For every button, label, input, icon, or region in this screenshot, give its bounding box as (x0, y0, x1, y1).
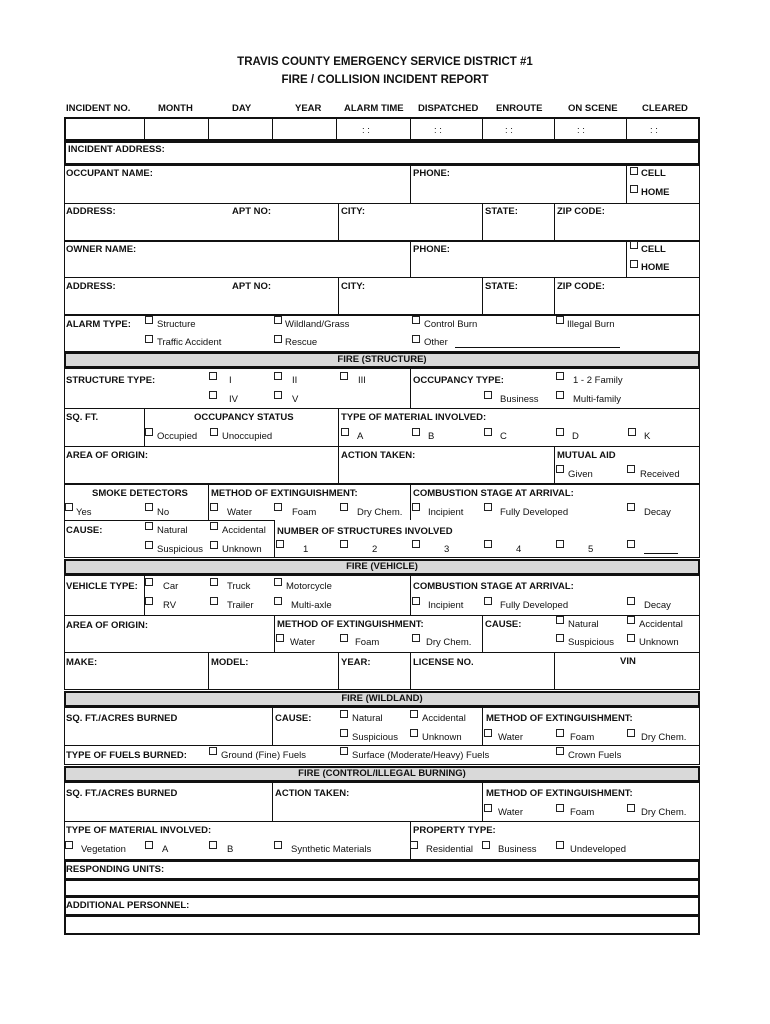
material-b-option: B (428, 431, 435, 442)
motorcycle-option: Motorcycle (286, 581, 332, 592)
control-a-checkbox[interactable] (145, 841, 153, 849)
structure-foam-checkbox[interactable] (274, 503, 282, 511)
material-k-option: K (644, 431, 651, 442)
truck-option: Truck (227, 581, 251, 592)
enroute-input[interactable]: : : (505, 125, 513, 136)
wildland-dry-option: Dry Chem. (641, 732, 687, 743)
occupant-home-checkbox[interactable] (630, 185, 638, 193)
num-4-option: 4 (516, 544, 522, 555)
mutual-aid-label: MUTUAL AID (557, 450, 616, 461)
vehicle-combustion-label: COMBUSTION STAGE AT ARRIVAL: (413, 581, 574, 592)
structure-action-taken-label: ACTION TAKEN: (341, 450, 416, 461)
sqft-label: SQ. FT. (66, 412, 99, 423)
year-label: YEAR (295, 103, 322, 114)
control-foam-checkbox[interactable] (556, 804, 564, 812)
structure-natural-checkbox[interactable] (145, 522, 153, 530)
vegetation-option: Vegetation (81, 844, 126, 855)
structure-incipient-checkbox[interactable] (412, 503, 420, 511)
occupied-checkbox[interactable] (145, 428, 153, 436)
vehicle-accidental-checkbox[interactable] (627, 616, 635, 624)
num-2-option: 2 (372, 544, 378, 555)
illegal-burn-option: Illegal Burn (567, 319, 615, 330)
rv-checkbox[interactable] (145, 597, 153, 605)
structure-accidental-option: Accidental (222, 525, 266, 536)
vehicle-area-origin-label: AREA OF ORIGIN: (66, 620, 148, 631)
structure-accidental-checkbox[interactable] (210, 522, 218, 530)
crown-fuels-checkbox[interactable] (556, 747, 564, 755)
material-c-checkbox[interactable] (484, 428, 492, 436)
fire-wildland-band: FIRE (WILDLAND) (64, 691, 700, 707)
vehicle-suspicious-option: Suspicious (568, 637, 614, 648)
multi-axle-checkbox[interactable] (274, 597, 282, 605)
type-iv-checkbox[interactable] (209, 391, 217, 399)
vehicle-dry-checkbox[interactable] (412, 634, 420, 642)
fuels-label: TYPE OF FUELS BURNED: (66, 750, 187, 761)
synthetic-option: Synthetic Materials (291, 844, 372, 855)
fire-control-band: FIRE (CONTROL/ILLEGAL BURNING) (64, 766, 700, 782)
cleared-input[interactable]: : : (650, 125, 658, 136)
multi-family-option: Multi-family (573, 394, 622, 405)
num-structures-label: NUMBER OF STRUCTURES INVOLVED (277, 526, 453, 537)
control-burn-checkbox[interactable] (412, 316, 420, 324)
wildland-method-label: METHOD OF EXTINGUISHMENT: (486, 713, 633, 724)
control-water-option: Water (498, 807, 523, 818)
num-5-checkbox[interactable] (556, 540, 564, 548)
type-iv-option: IV (229, 394, 238, 405)
smoke-no-option: No (157, 507, 170, 518)
enroute-label: ENROUTE (496, 103, 543, 114)
rv-option: RV (163, 600, 177, 611)
vin-label: VIN (620, 656, 636, 667)
on-scene-label: ON SCENE (568, 103, 618, 114)
wildland-water-option: Water (498, 732, 523, 743)
traffic-accident-option: Traffic Accident (157, 337, 222, 348)
undeveloped-option: Undeveloped (570, 844, 626, 855)
month-label: MONTH (158, 103, 193, 114)
type-ii-checkbox[interactable] (274, 372, 282, 380)
structure-natural-option: Natural (157, 525, 188, 536)
truck-checkbox[interactable] (210, 578, 218, 586)
multi-family-checkbox[interactable] (556, 391, 564, 399)
structure-suspicious-option: Suspicious (157, 544, 203, 555)
wildland-suspicious-option: Suspicious (352, 732, 398, 743)
structure-area-origin-label: AREA OF ORIGIN: (66, 450, 148, 461)
material-d-checkbox[interactable] (556, 428, 564, 436)
alarm-type-label: ALARM TYPE: (66, 319, 131, 330)
material-label: TYPE OF MATERIAL INVOLVED: (341, 412, 487, 423)
owner-name-label: OWNER NAME: (66, 244, 137, 255)
material-c-option: C (500, 431, 507, 442)
surface-fuels-checkbox[interactable] (340, 747, 348, 755)
control-dry-checkbox[interactable] (627, 804, 635, 812)
fam12-checkbox[interactable] (556, 372, 564, 380)
business-checkbox[interactable] (484, 391, 492, 399)
residential-checkbox[interactable] (410, 841, 418, 849)
other-input[interactable] (455, 347, 620, 348)
occupant-cell-checkbox[interactable] (630, 167, 638, 175)
time-row (64, 117, 700, 141)
occupant-name-label: OCCUPANT NAME: (66, 168, 153, 179)
other-option: Other (424, 337, 448, 348)
wildland-natural-option: Natural (352, 713, 383, 724)
vehicle-unknown-option: Unknown (639, 637, 679, 648)
vehicle-unknown-checkbox[interactable] (627, 634, 635, 642)
form-title: TRAVIS COUNTY EMERGENCY SERVICE DISTRICT #1 (237, 56, 533, 68)
wildland-foam-checkbox[interactable] (556, 729, 564, 737)
vehicle-foam-option: Foam (355, 637, 380, 648)
additional-personnel-label: ADDITIONAL PERSONNEL: (66, 900, 190, 911)
smoke-yes-checkbox[interactable] (65, 503, 73, 511)
wildland-natural-checkbox[interactable] (340, 710, 348, 718)
vehicle-type-label: VEHICLE TYPE: (66, 581, 138, 592)
owner-cell-checkbox[interactable] (630, 241, 638, 249)
occupant-home-label: HOME (641, 187, 670, 198)
vehicle-foam-checkbox[interactable] (340, 634, 348, 642)
responding-units-label: RESPONDING UNITS: (66, 864, 165, 875)
wildland-accidental-option: Accidental (422, 713, 466, 724)
day-label: DAY (232, 103, 252, 114)
control-business-checkbox[interactable] (482, 841, 490, 849)
structure-decay-option: Decay (644, 507, 671, 518)
wildland-unknown-option: Unknown (422, 732, 462, 743)
alarm-time-label: ALARM TIME (344, 103, 404, 114)
control-dry-option: Dry Chem. (641, 807, 687, 818)
fire-structure-band: FIRE (STRUCTURE) (64, 352, 700, 368)
owner-phone-label: PHONE: (413, 244, 450, 255)
wildland-option: Wildland/Grass (285, 319, 350, 330)
dispatched-input[interactable]: : : (434, 125, 442, 136)
motorcycle-checkbox[interactable] (274, 578, 282, 586)
trailer-option: Trailer (227, 600, 254, 611)
vehicle-year-label: YEAR: (341, 657, 371, 668)
owner-block (64, 241, 700, 315)
vehicle-water-checkbox[interactable] (276, 634, 284, 642)
structure-unknown-option: Unknown (222, 544, 262, 555)
fam12-option: 1 - 2 Family (573, 375, 623, 386)
vehicle-method-label: METHOD OF EXTINGUISHMENT: (277, 619, 424, 630)
ground-fuels-option: Ground (Fine) Fuels (221, 750, 307, 761)
multi-axle-option: Multi-axle (291, 600, 332, 611)
license-label: LICENSE NO. (413, 657, 474, 668)
given-checkbox[interactable] (556, 465, 564, 473)
structure-cause-label: CAUSE: (66, 525, 103, 536)
vehicle-accidental-option: Accidental (639, 619, 683, 630)
vehicle-incipient-checkbox[interactable] (412, 597, 420, 605)
owner-cell-label: CELL (641, 244, 666, 255)
control-action-label: ACTION TAKEN: (275, 788, 350, 799)
control-b-checkbox[interactable] (209, 841, 217, 849)
control-a-option: A (162, 844, 169, 855)
type-iii-checkbox[interactable] (340, 372, 348, 380)
structure-fully-checkbox[interactable] (484, 503, 492, 511)
num-3-checkbox[interactable] (412, 540, 420, 548)
wildland-cause-label: CAUSE: (275, 713, 312, 724)
illegal-burn-checkbox[interactable] (556, 316, 564, 324)
owner-home-checkbox[interactable] (630, 260, 638, 268)
owner-address-label: ADDRESS: (66, 281, 116, 292)
rescue-checkbox[interactable] (274, 335, 282, 343)
surface-fuels-option: Surface (Moderate/Heavy) Fuels (352, 750, 490, 761)
additional-personnel-line[interactable] (64, 915, 700, 935)
structure-dry-checkbox[interactable] (340, 503, 348, 511)
vehicle-fully-checkbox[interactable] (484, 597, 492, 605)
structure-decay-checkbox[interactable] (627, 503, 635, 511)
occupant-zip-label: ZIP CODE: (557, 206, 605, 217)
occupancy-status-label: OCCUPANCY STATUS (194, 412, 294, 423)
smoke-yes-option: Yes (76, 507, 92, 518)
wildland-water-checkbox[interactable] (484, 729, 492, 737)
owner-home-label: HOME (641, 262, 670, 273)
alarm-time-input[interactable]: : : (362, 125, 370, 136)
received-option: Received (640, 469, 680, 480)
structure-incipient-option: Incipient (428, 507, 464, 518)
num-5-option: 5 (588, 544, 594, 555)
incident-address-label: INCIDENT ADDRESS: (68, 144, 165, 155)
control-method-label: METHOD OF EXTINGUISHMENT: (486, 788, 633, 799)
wildland-suspicious-checkbox[interactable] (340, 729, 348, 737)
wildland-accidental-checkbox[interactable] (410, 710, 418, 718)
control-b-option: B (227, 844, 234, 855)
structure-option: Structure (157, 319, 196, 330)
cleared-label: CLEARED (642, 103, 688, 114)
occupant-state-label: STATE: (485, 206, 518, 217)
occupied-option: Occupied (157, 431, 198, 442)
car-option: Car (163, 581, 179, 592)
control-water-checkbox[interactable] (484, 804, 492, 812)
type-v-checkbox[interactable] (274, 391, 282, 399)
form-subtitle: FIRE / COLLISION INCIDENT REPORT (281, 74, 489, 86)
wildland-checkbox[interactable] (274, 316, 282, 324)
material-b-checkbox[interactable] (412, 428, 420, 436)
synthetic-checkbox[interactable] (274, 841, 282, 849)
owner-state-label: STATE: (485, 281, 518, 292)
vehicle-incipient-option: Incipient (428, 600, 464, 611)
control-business-option: Business (498, 844, 537, 855)
smoke-no-checkbox[interactable] (145, 503, 153, 511)
type-v-option: V (292, 394, 299, 405)
structure-checkbox[interactable] (145, 316, 153, 324)
material-k-checkbox[interactable] (628, 428, 636, 436)
num-3-option: 3 (444, 544, 450, 555)
car-checkbox[interactable] (145, 578, 153, 586)
type-i-checkbox[interactable] (209, 372, 217, 380)
structure-water-checkbox[interactable] (210, 503, 218, 511)
property-type-label: PROPERTY TYPE: (413, 825, 496, 836)
trailer-checkbox[interactable] (210, 597, 218, 605)
responding-units-line[interactable] (64, 879, 700, 897)
structure-foam-option: Foam (292, 507, 317, 518)
num-other-input[interactable] (644, 553, 678, 554)
unoccupied-option: Unoccupied (222, 431, 273, 442)
wildland-sqft-label: SQ. FT./ACRES BURNED (66, 713, 178, 724)
vegetation-checkbox[interactable] (65, 841, 73, 849)
dispatched-label: DISPATCHED (418, 103, 479, 114)
undeveloped-checkbox[interactable] (556, 841, 564, 849)
structure-combustion-label: COMBUSTION STAGE AT ARRIVAL: (413, 488, 574, 499)
occupant-apt-label: APT NO: (232, 206, 272, 217)
traffic-accident-checkbox[interactable] (145, 335, 153, 343)
material-a-option: A (357, 431, 364, 442)
structure-type-label: STRUCTURE TYPE: (66, 375, 156, 386)
given-option: Given (568, 469, 593, 480)
received-checkbox[interactable] (627, 465, 635, 473)
control-sqft-label: SQ. FT./ACRES BURNED (66, 788, 178, 799)
occupancy-type-label: OCCUPANCY TYPE: (413, 375, 504, 386)
num-1-checkbox[interactable] (276, 540, 284, 548)
unoccupied-checkbox[interactable] (210, 428, 218, 436)
model-label: MODEL: (211, 657, 249, 668)
vehicle-suspicious-checkbox[interactable] (556, 634, 564, 642)
owner-city-label: CITY: (341, 281, 366, 292)
vehicle-dry-option: Dry Chem. (426, 637, 472, 648)
business-option: Business (500, 394, 539, 405)
vehicle-water-option: Water (290, 637, 315, 648)
ground-fuels-checkbox[interactable] (209, 747, 217, 755)
num-1-option: 1 (303, 544, 309, 555)
control-foam-option: Foam (570, 807, 595, 818)
wildland-dry-checkbox[interactable] (627, 729, 635, 737)
vehicle-fully-option: Fully Developed (500, 600, 569, 611)
other-checkbox[interactable] (412, 335, 420, 343)
occupant-address-label: ADDRESS: (66, 206, 116, 217)
vehicle-natural-checkbox[interactable] (556, 616, 564, 624)
owner-zip-label: ZIP CODE: (557, 281, 605, 292)
vehicle-block (64, 575, 700, 690)
structure-dry-option: Dry Chem. (357, 507, 403, 518)
type-iii-option: III (358, 375, 366, 386)
crown-fuels-option: Crown Fuels (568, 750, 622, 761)
control-material-label: TYPE OF MATERIAL INVOLVED: (66, 825, 212, 836)
incident-no-label: INCIDENT NO. (66, 103, 131, 114)
material-d-option: D (572, 431, 579, 442)
material-a-checkbox[interactable] (341, 428, 349, 436)
structure-method-label: METHOD OF EXTINGUISHMENT: (211, 488, 358, 499)
vehicle-cause-label: CAUSE: (485, 619, 522, 630)
num-4-checkbox[interactable] (484, 540, 492, 548)
residential-option: Residential (426, 844, 473, 855)
occupant-phone-label: PHONE: (413, 168, 450, 179)
type-ii-option: II (292, 375, 298, 386)
wildland-foam-option: Foam (570, 732, 595, 743)
occupant-cell-label: CELL (641, 168, 666, 179)
wildland-unknown-checkbox[interactable] (410, 729, 418, 737)
owner-apt-label: APT NO: (232, 281, 272, 292)
vehicle-decay-option: Decay (644, 600, 671, 611)
vehicle-decay-checkbox[interactable] (627, 597, 635, 605)
vehicle-natural-option: Natural (568, 619, 599, 630)
occupant-city-label: CITY: (341, 206, 366, 217)
control-burn-option: Control Burn (424, 319, 478, 330)
make-label: MAKE: (66, 657, 98, 668)
rescue-option: Rescue (285, 337, 318, 348)
structure-unknown-checkbox[interactable] (210, 541, 218, 549)
fire-vehicle-band: FIRE (VEHICLE) (64, 559, 700, 575)
type-i-option: I (229, 375, 232, 386)
on-scene-input[interactable]: : : (577, 125, 585, 136)
structure-suspicious-checkbox[interactable] (145, 541, 153, 549)
num-other-checkbox[interactable] (627, 540, 635, 548)
structure-fully-option: Fully Developed (500, 507, 569, 518)
num-2-checkbox[interactable] (340, 540, 348, 548)
smoke-detectors-label: SMOKE DETECTORS (92, 488, 188, 499)
structure-water-option: Water (227, 507, 252, 518)
